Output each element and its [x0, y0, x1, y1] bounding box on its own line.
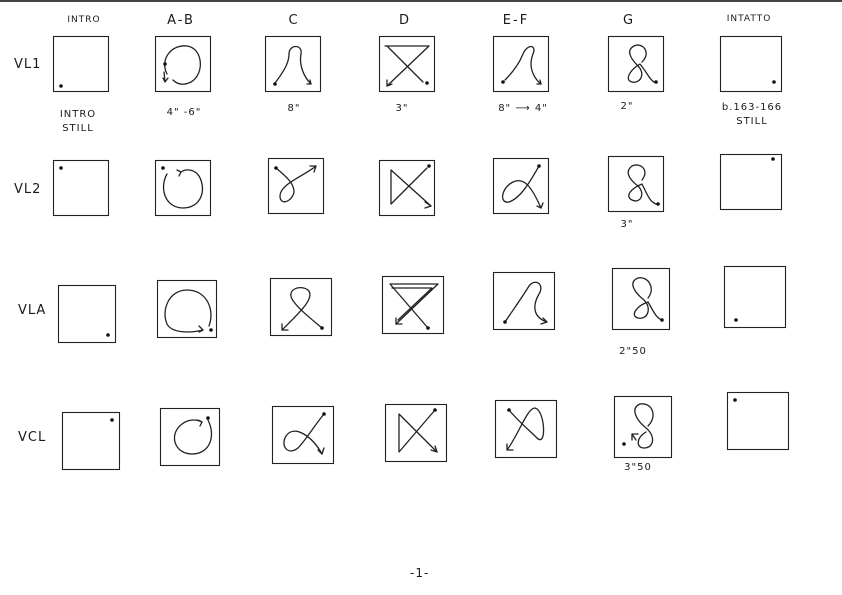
page-top-border: [0, 0, 842, 2]
note-vla-g: 2"50: [619, 346, 647, 357]
note-vl1-g: 2": [620, 101, 634, 112]
diagram-vla-intro: [58, 285, 116, 343]
diagram-vla-d: [382, 276, 444, 334]
diagram-vcl-intatto: [727, 392, 789, 450]
diagram-vla-g: [612, 268, 670, 330]
note-vl2-g: 3": [620, 219, 634, 230]
column-header-d: D: [398, 13, 412, 28]
diagram-vl1-intro: [53, 36, 109, 92]
row-label-vl1: VL1: [14, 57, 42, 72]
diagram-vl1-c: [265, 36, 321, 92]
diagram-vcl-d: [385, 404, 447, 462]
diagram-vl2-intro: [53, 160, 109, 216]
diagram-vl1-a-b: [155, 36, 211, 92]
column-header-intro: INTRO: [67, 15, 101, 25]
diagram-vl1-intatto: [720, 36, 782, 92]
diagram-vla-c: [270, 278, 332, 336]
diagram-vcl-intro: [62, 412, 120, 470]
note-vl1-c: 8": [287, 103, 301, 114]
diagram-vla-a-b: [157, 280, 217, 338]
diagram-vcl-e-f: [495, 400, 557, 458]
note-vcl-g: 3"50: [624, 462, 652, 473]
note-vl1-intatto: b.163-166 STILL: [721, 102, 783, 127]
page-number: -1-: [410, 566, 430, 580]
diagram-vl2-d: [379, 160, 435, 216]
diagram-vl1-d: [379, 36, 435, 92]
diagram-vla-intatto: [724, 266, 786, 328]
note-vl1-intro: INTRO STILL: [59, 109, 97, 134]
row-label-vla: VLA: [18, 303, 47, 318]
row-label-vcl: VCL: [18, 430, 47, 445]
note-vl1-a-b: 4" -6": [166, 107, 202, 118]
diagram-vl1-g: [608, 36, 664, 92]
diagram-vcl-a-b: [160, 408, 220, 466]
diagram-vcl-g: [614, 396, 672, 458]
column-header-c: C: [288, 13, 300, 28]
diagram-vl2-intatto: [720, 154, 782, 210]
diagram-vl2-c: [268, 158, 324, 214]
diagram-vcl-c: [272, 406, 334, 464]
row-label-vl2: VL2: [14, 182, 42, 197]
diagram-vl1-e-f: [493, 36, 549, 92]
note-vl1-e-f: 8" ⟶ 4": [498, 103, 548, 114]
column-header-e-f: E-F: [502, 13, 530, 28]
column-header-intatto: INTATTO: [726, 14, 772, 24]
diagram-vl2-e-f: [493, 158, 549, 214]
diagram-vla-e-f: [493, 272, 555, 330]
note-vl1-d: 3": [395, 103, 409, 114]
diagram-vl2-g: [608, 156, 664, 212]
column-header-a-b: A-B: [167, 13, 195, 28]
diagram-vl2-a-b: [155, 160, 211, 216]
column-header-g: G: [622, 13, 636, 28]
